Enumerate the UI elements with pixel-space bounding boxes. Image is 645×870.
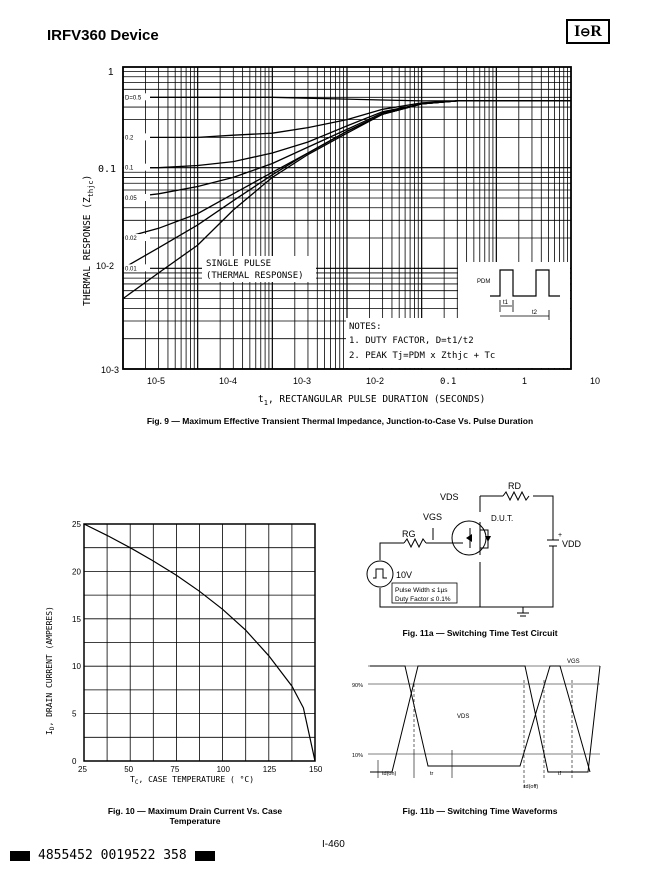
tf-label: tf [558,771,562,777]
fig10-y-tick-15: 15 [72,614,81,624]
x-tick-1e-5: 10-5 [147,376,166,386]
logo-r: R [590,23,602,40]
duty-factor: Duty Factor ≤ 0.1% [395,596,451,603]
fig10-x-tick-125: 125 [262,765,277,774]
x-tick-1e-3: 10-3 [293,376,312,386]
fig9-caption: Fig. 9 — Maximum Effective Transient Thermal Impedance, Junction-to-Case Vs. Pulse Duration [146,416,534,426]
p10-label: 10% [352,753,364,759]
fig10-x-tick-25: 25 [78,765,87,774]
fig10-y-tick-20: 20 [72,567,81,577]
y-tick-1: 1 [108,67,114,78]
t1-label: t1 [503,300,509,306]
note-2: 2. PEAK Tj=PDM x Zthjc + Tc [349,351,496,361]
barcode-block-right [195,851,215,861]
vgs-waveform [370,666,600,772]
x-tick-1: 1 [522,376,528,386]
fig10-y-axis-label: $I_D$, DRAIN CURRENT (AMPERES) [45,606,56,735]
single-pulse-label-1: SINGLE PULSE [206,259,272,269]
p90-label: 90% [352,683,364,689]
fig10-caption-1: Fig. 10 — Maximum Drain Current Vs. Case [107,806,283,816]
pdm-label: PDM [477,279,491,285]
fig10-caption-2: Temperature [169,816,221,826]
fig9-label-2: 0.1 [125,165,134,172]
fig10-y-tick-25: 25 [72,520,81,529]
fig9-label-1: 0.2 [125,135,134,142]
tr-label: tr [430,771,434,777]
fig10-x-tick-75: 75 [170,765,180,774]
t2-label: t2 [532,310,538,316]
fig9-x-axis-label: $t_1$, RECTANGULAR PULSE DURATION (SECONDS) [258,394,486,407]
y-tick-0.001: 10-3 [101,365,120,375]
fig9-label-0: D=0.5 [125,95,142,102]
notes-title: NOTES: [349,322,382,332]
fig9-label-4: 0.02 [125,236,137,243]
page-title: IRFV360 Device [47,27,159,44]
td-on-label: td(on) [382,771,397,777]
fig10-x-tick-50: 50 [124,765,134,774]
fig11b-vgs-label: VGS [567,659,580,665]
note-1: 1. DUTY FACTOR, D=t1/t2 [349,336,474,346]
fig9-label-3: 0.05 [125,195,137,202]
dut-label: D.U.T. [491,514,514,523]
rg-label: RG [402,529,416,539]
logo-mid: ⊖ [580,25,591,39]
barcode-line [10,848,215,863]
fig10-x-axis-label: $T_C$, CASE TEMPERATURE ( °C) [130,775,255,786]
x-tick-1e-4: 10-4 [219,376,238,386]
logo-i: I [574,23,581,40]
fig10-x-tick-100: 100 [216,765,230,774]
fig10-x-tick-150: 150 [309,765,323,774]
vdd-label: VDD [562,539,582,549]
x-tick-10: 10 [590,376,601,386]
source-label: 10V [396,570,413,580]
fig11b-caption: Fig. 11b — Switching Time Waveforms [402,806,558,816]
barcode-text: 4855452 0019522 358 [38,848,187,863]
x-tick-1e-2: 10-2 [366,376,385,386]
page-number: I-460 [322,839,345,850]
fig10-y-tick-10: 10 [72,662,81,672]
vdd-plus: + [558,532,563,539]
vgs-label: VGS [423,512,443,522]
vds-waveform [370,666,590,772]
single-pulse-label-2: (THERMAL RESPONSE) [206,271,304,281]
fig11a-caption: Fig. 11a — Switching Time Test Circuit [402,628,558,638]
fig9-y-axis-label: THERMAL RESPONSE $(Z_{thjc})$ [82,174,95,306]
fig11b-vds-label: VDS [457,714,470,720]
fig10-y-tick-0: 0 [72,757,77,766]
fig10-y-tick-5: 5 [72,709,77,719]
y-tick-0.01: 10-2 [96,261,115,271]
vds-label: VDS [440,492,459,502]
td-off-label: td(off) [524,784,539,790]
barcode-block-left [10,851,30,861]
fig9-label-5: 0.01 [125,266,137,273]
y-tick-0.1: 0.1 [98,164,117,175]
pulse-width: Pulse Width ≤ 1µs [395,587,448,594]
x-tick-0.1: 0.1 [440,377,457,387]
rd-label: RD [508,481,521,491]
